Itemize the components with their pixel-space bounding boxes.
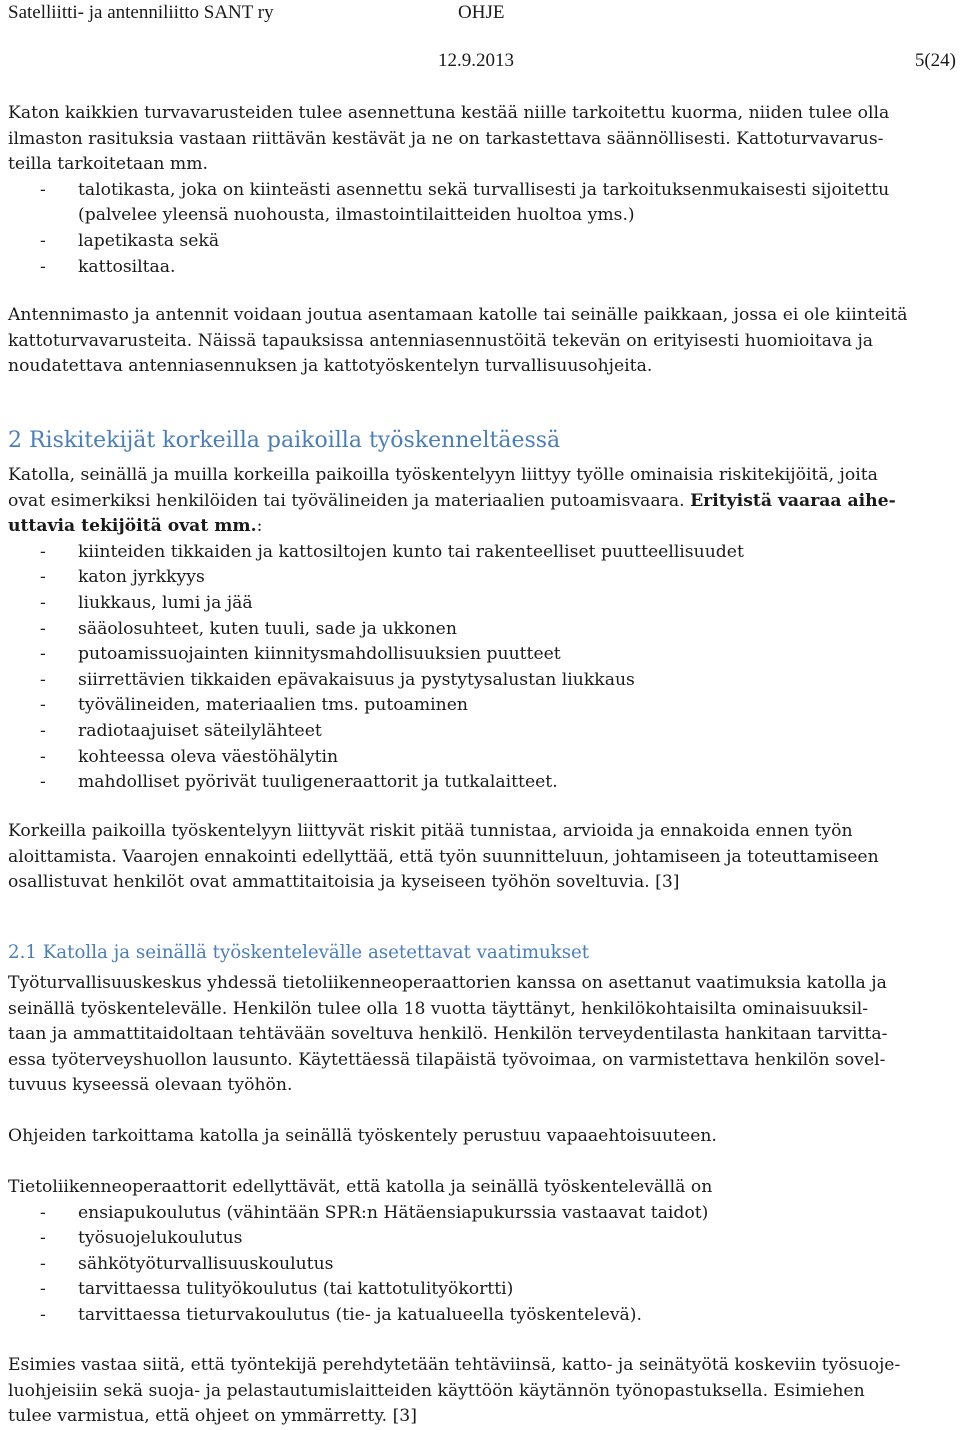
- list-dash: -: [40, 746, 46, 767]
- text-line: Työturvallisuuskeskus yhdessä tietoliikenneoperaattorien kanssa on asettanut vaatimuksia katolla ja: [8, 973, 887, 993]
- list-item: [8, 617, 956, 643]
- paragraph-risk-assessment: [8, 819, 956, 896]
- list-item: [8, 1277, 956, 1303]
- list-dash: -: [40, 1279, 46, 1300]
- list-item-text: lapetikasta sekä: [78, 230, 220, 251]
- text-line: Antennimasto ja antennit voidaan joutua asentamaan katolle tai seinälle paikkaan, jossa ei ole kiinteitä: [8, 305, 908, 325]
- list-item-text: ensiapukoulutus (vähintään SPR:n Hätäensiapukurssia vastaavat taidot): [78, 1202, 709, 1223]
- list-dash: -: [40, 179, 46, 200]
- list-dash: -: [40, 256, 46, 277]
- text-line: [8, 489, 956, 515]
- list-dash: -: [40, 644, 46, 665]
- list-dash: -: [40, 592, 46, 613]
- list-item-text: mahdolliset pyörivät tuuligeneraattorit ja tutkalaitteet.: [78, 772, 558, 793]
- list-item: [8, 668, 956, 694]
- page-number: 5(24): [914, 50, 956, 71]
- list-dash: -: [40, 230, 46, 251]
- text-line: essa työterveyshuollon lausunto. Käytettäessä tilapäistä työvoimaa, on varmistettava henkilön sovel-: [8, 1049, 886, 1070]
- document-date: 12.9.2013: [438, 50, 514, 71]
- bold-text-run: uttavia tekijöitä ovat mm.: [8, 516, 257, 537]
- list-item: [8, 719, 956, 745]
- text-run: :: [256, 516, 263, 537]
- text-line: Katolla, seinällä ja muilla korkeilla paikoilla työskentelyyn liittyy työlle ominaisia riskitekijöitä, joita: [8, 465, 878, 485]
- section-risk-factors: [8, 463, 956, 796]
- paragraph-roof-safety: [8, 101, 956, 280]
- list-dash: -: [40, 772, 46, 793]
- list-dash: -: [40, 669, 46, 690]
- list-item-text: katon jyrkkyys: [78, 567, 205, 588]
- text-line: Ohjeiden tarkoittama katolla ja seinällä työskentely perustuu vapaaehtoisuuteen.: [8, 1126, 717, 1146]
- list-item-text: (palvelee yleensä nuohousta, ilmastointilaitteiden huoltoa yms.): [78, 205, 635, 226]
- list-item: [8, 540, 956, 566]
- subsection-heading: 2.1 Katolla ja seinällä työskentelevälle asetettavat vaatimukset: [8, 942, 590, 963]
- list-dash: -: [40, 1253, 46, 1274]
- list-item-text: siirrettävien tikkaiden epävakaisuus ja pystytysalustan liukkaus: [78, 669, 635, 690]
- list-item: [8, 1226, 956, 1252]
- list-item: [8, 255, 956, 281]
- section-heading: 2 Riskitekijät korkeilla paikoilla työskenneltäessä: [8, 428, 561, 453]
- text-line: tuvuus kyseessä olevaan työhön.: [8, 1075, 293, 1096]
- text-line: teilla tarkoitetaan mm.: [8, 154, 208, 175]
- text-line: aloittamista. Vaarojen ennakointi edellyttää, että työn suunnitteluun, johtamiseen ja toteuttamiseen: [8, 846, 879, 867]
- list-item-text: sääolosuhteet, kuten tuuli, sade ja ukkonen: [78, 618, 457, 639]
- text-line: kattoturvavarusteita. Näissä tapauksissa antenniasennustöitä tekevän on erityisesti huomioitava ja: [8, 330, 874, 351]
- list-dash: -: [40, 567, 46, 588]
- text-line: Korkeilla paikoilla työskentelyyn liittyvät riskit pitää tunnistaa, arvioida ja ennakoida ennen työn: [8, 821, 853, 841]
- text-line: Katon kaikkien turvavarusteiden tulee asennettuna kestää niille tarkoitettu kuorma, niiden tulee olla: [8, 103, 890, 123]
- list-item-text: putoamissuojainten kiinnitysmahdollisuuksien puutteet: [78, 644, 561, 665]
- paragraph-antenna-mast: [8, 303, 956, 380]
- text-line: tulee varmistua, että ohjeet on ymmärretty. [3]: [8, 1406, 417, 1427]
- text-line: Tietoliikenneoperaattorit edellyttävät, että katolla ja seinällä työskentelevällä on: [8, 1177, 713, 1197]
- paragraph-requirements: [8, 971, 956, 1099]
- list-dash: -: [40, 1228, 46, 1249]
- list-dash: -: [40, 618, 46, 639]
- list-item-text: kattosiltaa.: [78, 256, 176, 277]
- text-line: [8, 514, 956, 540]
- list-item-text: sähkötyöturvallisuuskoulutus: [78, 1253, 334, 1274]
- list-item: [8, 229, 956, 255]
- list-item-text: työvälineiden, materiaalien tms. putoaminen: [78, 695, 468, 716]
- list-item: [8, 565, 956, 591]
- text-line: taan ja ammattitaidoltaan tehtävään soveltuva henkilö. Henkilön terveydentilasta hankitaan tarvitta-: [8, 1024, 888, 1045]
- paragraph-voluntary: [8, 1124, 956, 1150]
- text-line: Esimies vastaa siitä, että työntekijä perehdytetään tehtäviinsä, katto- ja seinätyötä koskeviin työsuoje-: [8, 1355, 901, 1375]
- list-dash: -: [40, 720, 46, 741]
- text-line: ilmaston rasituksia vastaan riittävän kestävät ja ne on tarkastettava säännöllisesti. Kattoturvavarus-: [8, 128, 884, 149]
- list-item: [8, 178, 956, 204]
- list-item-text: liukkaus, lumi ja jää: [78, 592, 253, 613]
- list-item-text: tarvittaessa tieturvakoulutus (tie- ja katualueella työskentelevä).: [78, 1304, 642, 1325]
- list-item: [8, 1201, 956, 1227]
- bold-text-run: Erityistä vaaraa aihe-: [690, 490, 896, 511]
- text-line: seinällä työskentelevälle. Henkilön tulee olla 18 vuotta täyttänyt, henkilökohtaisilta ominaisuuksil-: [8, 998, 869, 1019]
- text-run: ovat esimerkiksi henkilöiden tai työvälineiden ja materiaalien putoamisvaara.: [8, 490, 691, 511]
- list-item-text: radiotaajuiset säteilylähteet: [78, 720, 322, 741]
- list-dash: -: [40, 1304, 46, 1325]
- list-dash: -: [40, 541, 46, 562]
- list-item-continuation: [8, 203, 956, 229]
- paragraph-operator-requirements: [8, 1175, 956, 1329]
- list-item-text: tarvittaessa tulityökoulutus (tai kattotulityökortti): [78, 1279, 514, 1300]
- list-item-text: työsuojelukoulutus: [78, 1228, 243, 1249]
- list-dash: -: [40, 695, 46, 716]
- organization-name: Satelliitti- ja antenniliitto SANT ry: [8, 2, 274, 23]
- list-item: [8, 1303, 956, 1329]
- list-dash: -: [40, 1202, 46, 1223]
- paragraph-supervisor: [8, 1353, 956, 1430]
- list-item: [8, 1252, 956, 1278]
- text-line: luohjeisiin sekä suoja- ja pelastautumislaitteiden käyttöön käytännön työnopastuksella. Esimiehen: [8, 1380, 865, 1401]
- list-item-text: talotikasta, joka on kiinteästi asennettu sekä turvallisesti ja tarkoituksenmukaisesti sijoitettu: [78, 179, 890, 200]
- list-item: [8, 693, 956, 719]
- text-line: osallistuvat henkilöt ovat ammattitaitoisia ja kyseiseen työhön soveltuvia. [3]: [8, 872, 680, 893]
- list-item: [8, 642, 956, 668]
- document-type: OHJE: [458, 2, 505, 23]
- list-item: [8, 770, 956, 796]
- list-item: [8, 745, 956, 771]
- text-line: noudatettava antenniasennuksen ja kattotyöskentelyn turvallisuusohjeita.: [8, 356, 653, 377]
- list-item-text: kohteessa oleva väestöhälytin: [78, 746, 339, 767]
- list-item-text: kiinteiden tikkaiden ja kattosiltojen kunto tai rakenteelliset puutteellisuudet: [78, 541, 744, 562]
- list-item: [8, 591, 956, 617]
